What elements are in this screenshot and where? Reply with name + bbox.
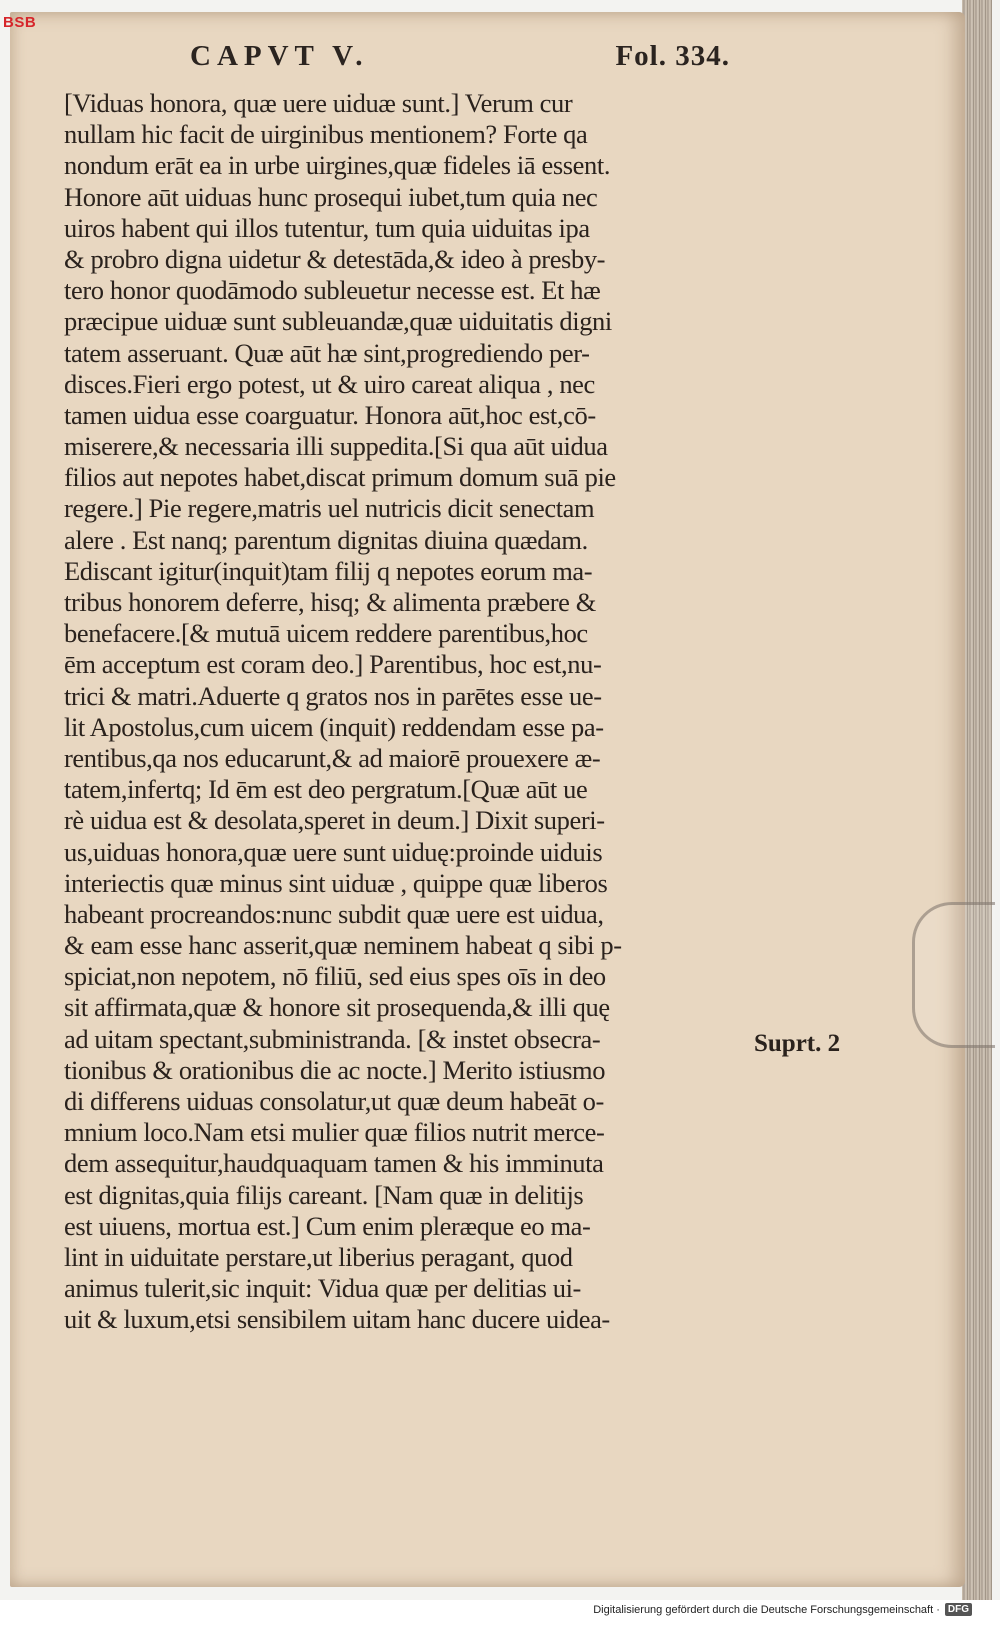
text-line: tatem asseruant. Quæ aūt hæ sint,progrediendo per- — [64, 337, 590, 368]
text-line: & eam esse hanc asserit,quæ neminem habeat q sibi p- — [64, 930, 622, 961]
text-line: uit & luxum,etsi sensibilem uitam hanc ducere uidea- — [64, 1304, 610, 1335]
text-line: uiros habent qui illos tutentur, tum quia uiduitas ipa — [64, 212, 590, 243]
text-line: mnium loco.Nam etsi mulier quæ filios nutrit merce- — [64, 1117, 605, 1148]
text-line: animus tulerit,sic inquit: Vidua quæ per delitias ui- — [64, 1273, 581, 1304]
text-line: rè uidua est & desolata,speret in deum.] Dixit superi- — [64, 805, 605, 836]
running-head — [190, 40, 730, 80]
text-line: tionibus & orationibus die ac nocte.] Merito istiusmo — [64, 1054, 606, 1085]
text-line: habeant procreandos:nunc subdit quæ uere est uidua, — [64, 898, 604, 929]
book-clasp — [912, 902, 995, 1048]
text-line: nullam hic facit de uirginibus mentionem? Forte qa — [64, 119, 588, 150]
book-page-edges — [962, 0, 992, 1600]
text-line: us,uiduas honora,quæ uere sunt uiduę:proinde uiduis — [64, 836, 603, 867]
text-line: benefacere.[& mutuā uicem reddere parentibus,hoc — [64, 618, 588, 649]
text-line: regere.] Pie regere,matris uel nutricis dicit senectam — [64, 493, 595, 524]
text-line: alere . Est nanq; parentum dignitas diuina quædam. — [64, 524, 588, 555]
footer-credit — [593, 1603, 972, 1616]
bsb-logo: BSB — [3, 14, 37, 31]
margin-note: Suprt. 2 — [754, 1030, 841, 1057]
funding-credit: Digitalisierung gefördert durch die Deutsche Forschungsgemeinschaft · — [593, 1603, 940, 1616]
text-line: trici & matri.Aduerte q gratos nos in parētes esse ue- — [64, 680, 602, 711]
text-line: disces.Fieri ergo potest, ut & uiro careat aliqua , nec — [64, 368, 595, 399]
text-line: tatem,infertq; Id ēm est deo pergratum.[Quæ aūt ue — [64, 774, 588, 805]
text-line: tamen uidua esse coarguatur. Honora aūt,hoc est,cō- — [64, 399, 596, 430]
dfg-logo: DFG — [945, 1603, 972, 1616]
text-line: tribus honorem deferre, hisq; & alimenta præbere & — [64, 587, 596, 617]
text-line: dem assequitur,haudquaquam tamen & his imminuta — [64, 1148, 604, 1179]
text-line: spiciat,non nepotem, nō filiū, sed eius spes oīs in deo — [64, 961, 606, 992]
text-line: sit affirmata,quæ & honore sit prosequenda,& illi quę — [64, 992, 610, 1023]
text-line: miserere,& necessaria illi suppedita.[Si qua aūt uidua — [64, 431, 608, 462]
text-line: lint in uiduitate perstare,ut liberius peragant, quod — [64, 1241, 573, 1272]
text-line: tero honor quodāmodo subleuetur necesse est. Et hæ — [64, 275, 601, 306]
text-line: ad uitam spectant,subministranda. [& instet obsecra- — [64, 1023, 601, 1054]
text-line: est uiuens, mortua est.] Cum enim pleræque eo ma- — [64, 1210, 591, 1241]
chapter-title: CAPVT V. — [190, 40, 369, 72]
folio-number: Fol. 334. — [615, 40, 730, 72]
text-line: & probro digna uidetur & detestāda,& ideo à presby- — [64, 243, 606, 274]
text-line: rentibus,qa nos educarunt,& ad maiorē prouexere æ- — [64, 742, 601, 773]
text-line: nondum erāt ea in urbe uirgines,quæ fideles iā essent. — [64, 150, 611, 181]
text-line: Ediscant igitur(inquit)tam filij q nepotes eorum ma- — [64, 555, 593, 586]
text-line: [Viduas honora, quæ uere uiduæ sunt.] Verum cur — [64, 88, 573, 118]
text-line: ēm acceptum est coram deo.] Parentibus, hoc est,nu- — [64, 649, 602, 680]
text-line: lit Apostolus,cum uicem (inquit) reddendam esse pa- — [64, 711, 604, 742]
text-line: est dignitas,quia filijs careant. [Nam quæ in delitijs — [64, 1179, 584, 1210]
body-text — [64, 88, 764, 1336]
text-line: filios aut nepotes habet,discat primum domum suā pie — [64, 462, 616, 493]
text-line: di differens uiduas consolatur,ut quæ deum habeāt o- — [64, 1086, 604, 1116]
text-line: Honore aūt uiduas hunc prosequi iubet,tum quia nec — [64, 181, 598, 212]
text-line: interiectis quæ minus sint uiduæ , quippe quæ liberos — [64, 867, 608, 898]
text-line: præcipue uiduæ sunt subleuandæ,quæ uiduitatis digni — [64, 306, 612, 337]
